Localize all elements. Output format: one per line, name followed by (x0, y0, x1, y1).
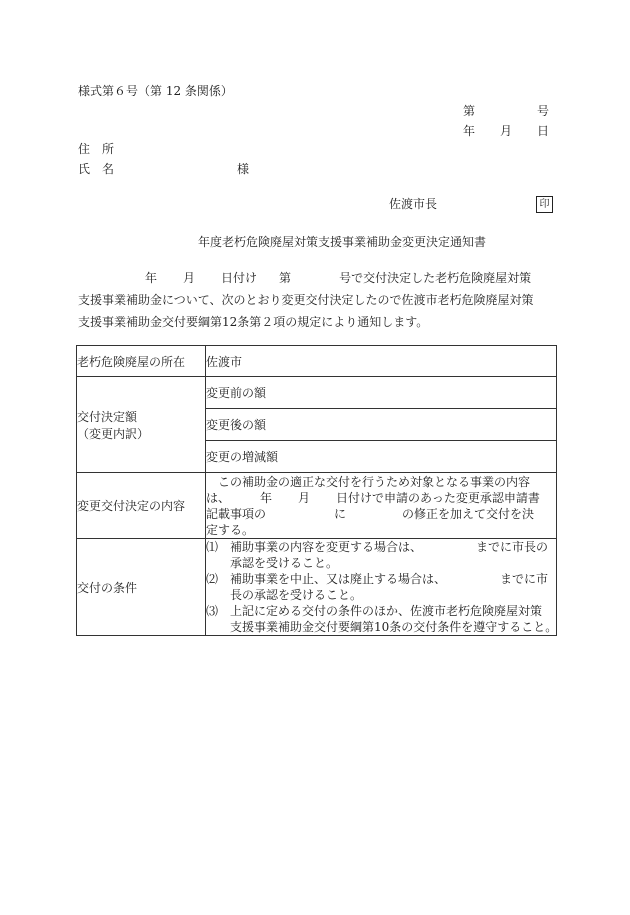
body-dated: 日付け (221, 271, 258, 285)
condition-item: ⑵ 補助事業を中止、又は廃止する場合は、 までに市 長の承認を受けること。 (206, 572, 549, 602)
number-line (463, 103, 549, 119)
table-row (77, 346, 557, 377)
condition-item: ⑶ 上記に定める交付の条件のほか、佐渡市老朽危険廃屋対策 支援事業補助金交付要綱第10条の交付条件を遵守すること。 (206, 604, 558, 634)
content-label: 変更交付決定の内容 (77, 473, 206, 539)
location-label: 老朽危険廃屋の所在 (77, 346, 206, 377)
content-line-4: 定する。 (206, 522, 255, 537)
amount-diff: 変更の増減額 (206, 441, 557, 473)
body-month: 月 (183, 271, 196, 285)
honorific: 様 (237, 162, 250, 176)
table-row (77, 473, 557, 539)
form-id: 様式第６号（第 12 条関係） (78, 84, 233, 98)
amount-label-2: （変更内訳） (77, 426, 150, 441)
seal-mark: 印 (536, 196, 553, 213)
body-paragraph (78, 267, 558, 333)
amount-label-1: 交付決定額 (77, 409, 138, 424)
amount-after: 変更後の額 (206, 409, 557, 441)
number-go: 号 (536, 104, 549, 118)
issuer-title: 佐渡市長 (389, 197, 438, 211)
conditions-list (206, 539, 557, 636)
body-line-3: 支援事業補助金交付要綱第12条第２項の規定により通知します。 (78, 315, 429, 329)
content-line-1: この補助金の適正な交付を行うため対象となる事業の内容 (218, 474, 531, 489)
location-value: 佐渡市 (206, 346, 557, 377)
table-row (77, 377, 557, 409)
content-line-3: 記載事項の に の修正を加えて交付を決 (206, 506, 535, 521)
body-line-1-rest: 号で交付決定した老朽危険廃屋対策 (339, 271, 532, 285)
name-label: 氏 名 (78, 162, 115, 176)
date-month: 月 (499, 124, 512, 138)
conditions-label: 交付の条件 (77, 539, 206, 636)
table-row (77, 539, 557, 636)
decision-table (76, 345, 557, 636)
date-line (463, 123, 549, 139)
address-label: 住 所 (78, 142, 115, 156)
body-line-2: 支援事業補助金について、次のとおり変更交付決定したので佐渡市老朽危険廃屋対策 (78, 293, 534, 307)
condition-item: ⑴ 補助事業の内容を変更する場合は、 までに市長の 承認を受けること。 (206, 540, 549, 570)
content-line-2: は、 年 月 日付けで申請のあった変更承認申請書 (206, 490, 540, 505)
amount-before: 変更前の額 (206, 377, 557, 409)
content-text (206, 473, 557, 539)
body-dai: 第 (279, 271, 292, 285)
number-dai: 第 (463, 104, 476, 118)
date-day: 日 (536, 124, 549, 138)
document-title: 年度老朽危険廃屋対策支援事業補助金変更決定通知書 (198, 235, 487, 249)
amount-label (77, 377, 206, 473)
body-line-1 (78, 267, 558, 289)
date-year: 年 (463, 124, 476, 138)
body-year: 年 (145, 271, 158, 285)
